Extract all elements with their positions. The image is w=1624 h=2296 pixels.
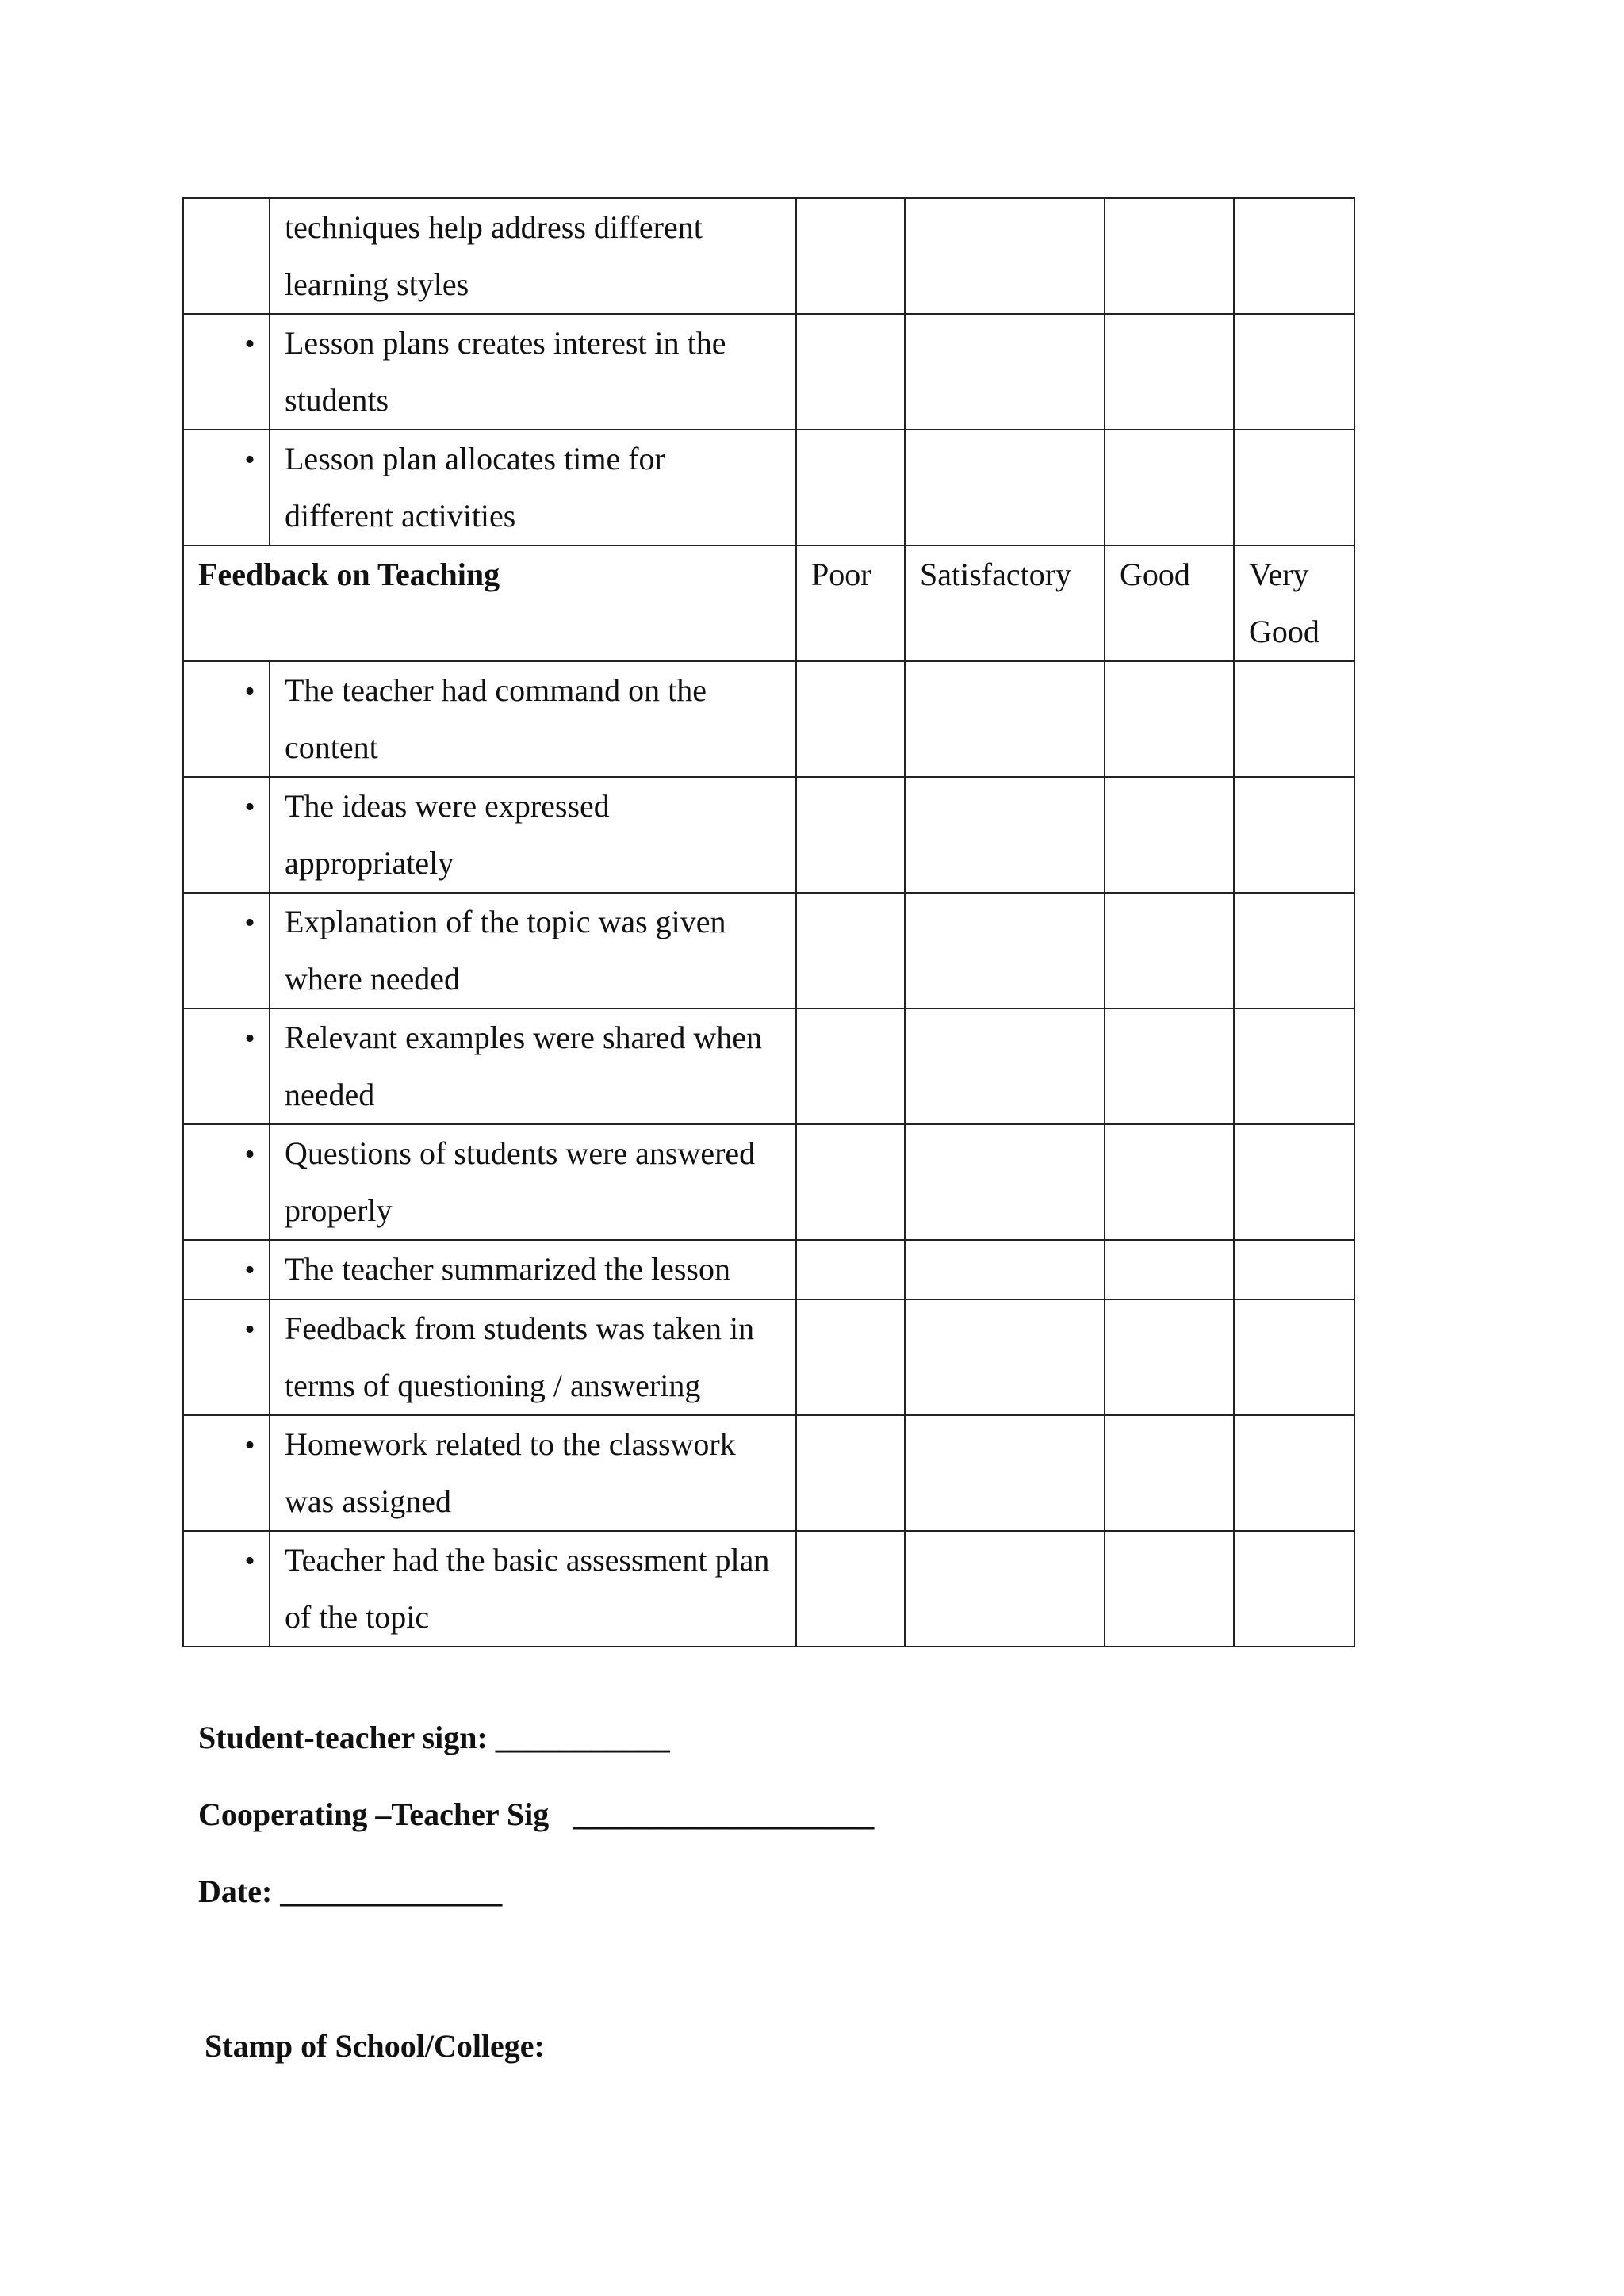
rating-cell-very-good[interactable]	[1234, 1240, 1354, 1299]
bullet-icon: •	[244, 1022, 255, 1055]
bullet-cell	[183, 1415, 270, 1531]
rating-cell-satisfactory[interactable]	[905, 198, 1105, 314]
rating-cell-good[interactable]	[1105, 1531, 1234, 1647]
bullet-cell	[183, 661, 270, 777]
rating-cell-poor[interactable]	[796, 1008, 905, 1124]
bullet-icon: •	[244, 1313, 255, 1346]
rating-cell-poor[interactable]	[796, 314, 905, 430]
table-row	[183, 1299, 1354, 1415]
rating-cell-poor[interactable]	[796, 1240, 905, 1299]
rating-cell-good[interactable]	[1105, 1008, 1234, 1124]
rating-cell-satisfactory[interactable]	[905, 1415, 1105, 1531]
bullet-cell	[183, 1124, 270, 1240]
date-line[interactable]: Date: ______________	[198, 1873, 503, 1909]
bullet-icon: •	[244, 327, 255, 361]
rating-cell-good[interactable]	[1105, 1240, 1234, 1299]
criterion-text: The ideas were expressed appropriately	[270, 777, 796, 893]
bullet-icon: •	[244, 1138, 255, 1171]
bullet-icon: •	[244, 790, 255, 824]
rating-cell-poor[interactable]	[796, 661, 905, 777]
criterion-text: Lesson plan allocates time for different activities	[270, 430, 796, 545]
rating-cell-satisfactory[interactable]	[905, 1531, 1105, 1647]
table-row	[183, 1415, 1354, 1531]
rating-cell-satisfactory[interactable]	[905, 1299, 1105, 1415]
criterion-text: Questions of students were answered properly	[270, 1124, 796, 1240]
rating-cell-good[interactable]	[1105, 314, 1234, 430]
rating-cell-very-good[interactable]	[1234, 198, 1354, 314]
bullet-icon: •	[244, 1544, 255, 1578]
criterion-text: Homework related to the classwork was assigned	[270, 1415, 796, 1531]
rating-cell-very-good[interactable]	[1234, 430, 1354, 545]
bullet-cell	[183, 1299, 270, 1415]
rating-cell-very-good[interactable]	[1234, 661, 1354, 777]
rating-cell-good[interactable]	[1105, 661, 1234, 777]
rating-cell-very-good[interactable]	[1234, 314, 1354, 430]
rating-cell-very-good[interactable]	[1234, 777, 1354, 893]
rating-cell-satisfactory[interactable]	[905, 1008, 1105, 1124]
stamp-label: Stamp of School/College:	[205, 2028, 545, 2064]
table-row	[183, 777, 1354, 893]
bullet-cell	[183, 430, 270, 545]
table-row	[183, 1124, 1354, 1240]
rating-cell-good[interactable]	[1105, 1299, 1234, 1415]
bullet-cell	[183, 1008, 270, 1124]
rating-cell-poor[interactable]	[796, 893, 905, 1008]
bullet-cell	[183, 1531, 270, 1647]
table-row	[183, 1240, 1354, 1299]
rating-cell-very-good[interactable]	[1234, 1124, 1354, 1240]
criterion-text: The teacher had command on the content	[270, 661, 796, 777]
criterion-text: Lesson plans creates interest in the students	[270, 314, 796, 430]
table-row	[183, 1531, 1354, 1647]
cooperating-teacher-signature-line[interactable]: Cooperating –Teacher Sig ___________________	[198, 1797, 875, 1832]
criterion-text: Explanation of the topic was given where needed	[270, 893, 796, 1008]
table-row	[183, 198, 1354, 314]
criterion-text: Relevant examples were shared when needed	[270, 1008, 796, 1124]
bullet-icon: •	[244, 675, 255, 708]
rating-cell-good[interactable]	[1105, 893, 1234, 1008]
evaluation-table	[182, 197, 1355, 1647]
rating-cell-good[interactable]	[1105, 1124, 1234, 1240]
criterion-text: Feedback from students was taken in terms of questioning / answering	[270, 1299, 796, 1415]
rating-cell-poor[interactable]	[796, 1124, 905, 1240]
rating-cell-very-good[interactable]	[1234, 1531, 1354, 1647]
bullet-icon: •	[244, 443, 255, 476]
section-header-row	[183, 545, 1354, 661]
rating-cell-poor[interactable]	[796, 1531, 905, 1647]
bullet-cell	[183, 314, 270, 430]
rating-cell-satisfactory[interactable]	[905, 1124, 1105, 1240]
section-title: Feedback on Teaching	[183, 545, 796, 661]
rating-cell-poor[interactable]	[796, 198, 905, 314]
rating-cell-good[interactable]	[1105, 777, 1234, 893]
table-row	[183, 1008, 1354, 1124]
rating-cell-good[interactable]	[1105, 198, 1234, 314]
bullet-cell	[183, 198, 270, 314]
criterion-text: The teacher summarized the lesson	[270, 1240, 796, 1299]
rating-cell-very-good[interactable]	[1234, 1299, 1354, 1415]
rating-cell-good[interactable]	[1105, 430, 1234, 545]
rating-cell-satisfactory[interactable]	[905, 1240, 1105, 1299]
rating-cell-satisfactory[interactable]	[905, 893, 1105, 1008]
table-row	[183, 314, 1354, 430]
rating-header-poor: Poor	[796, 545, 905, 661]
criterion-text: Teacher had the basic assessment plan of the topic	[270, 1531, 796, 1647]
rating-cell-poor[interactable]	[796, 1415, 905, 1531]
table-row	[183, 661, 1354, 777]
criterion-text: techniques help address different learning styles	[270, 198, 796, 314]
rating-cell-good[interactable]	[1105, 1415, 1234, 1531]
rating-cell-satisfactory[interactable]	[905, 314, 1105, 430]
bullet-icon: •	[244, 1429, 255, 1462]
table-row	[183, 430, 1354, 545]
bullet-cell	[183, 777, 270, 893]
rating-header-satisfactory: Satisfactory	[905, 545, 1105, 661]
rating-cell-very-good[interactable]	[1234, 893, 1354, 1008]
rating-cell-satisfactory[interactable]	[905, 430, 1105, 545]
rating-cell-satisfactory[interactable]	[905, 661, 1105, 777]
student-teacher-signature-line[interactable]: Student-teacher sign: ___________	[198, 1720, 670, 1755]
rating-header-good: Good	[1105, 545, 1234, 661]
rating-cell-poor[interactable]	[796, 1299, 905, 1415]
bullet-cell	[183, 893, 270, 1008]
rating-cell-very-good[interactable]	[1234, 1415, 1354, 1531]
rating-header-very-good: Very Good	[1234, 545, 1354, 661]
table-row	[183, 893, 1354, 1008]
rating-cell-satisfactory[interactable]	[905, 777, 1105, 893]
bullet-icon: •	[244, 906, 255, 939]
bullet-cell	[183, 1240, 270, 1299]
rating-cell-poor[interactable]	[796, 430, 905, 545]
rating-cell-very-good[interactable]	[1234, 1008, 1354, 1124]
rating-cell-poor[interactable]	[796, 777, 905, 893]
bullet-icon: •	[244, 1253, 255, 1287]
